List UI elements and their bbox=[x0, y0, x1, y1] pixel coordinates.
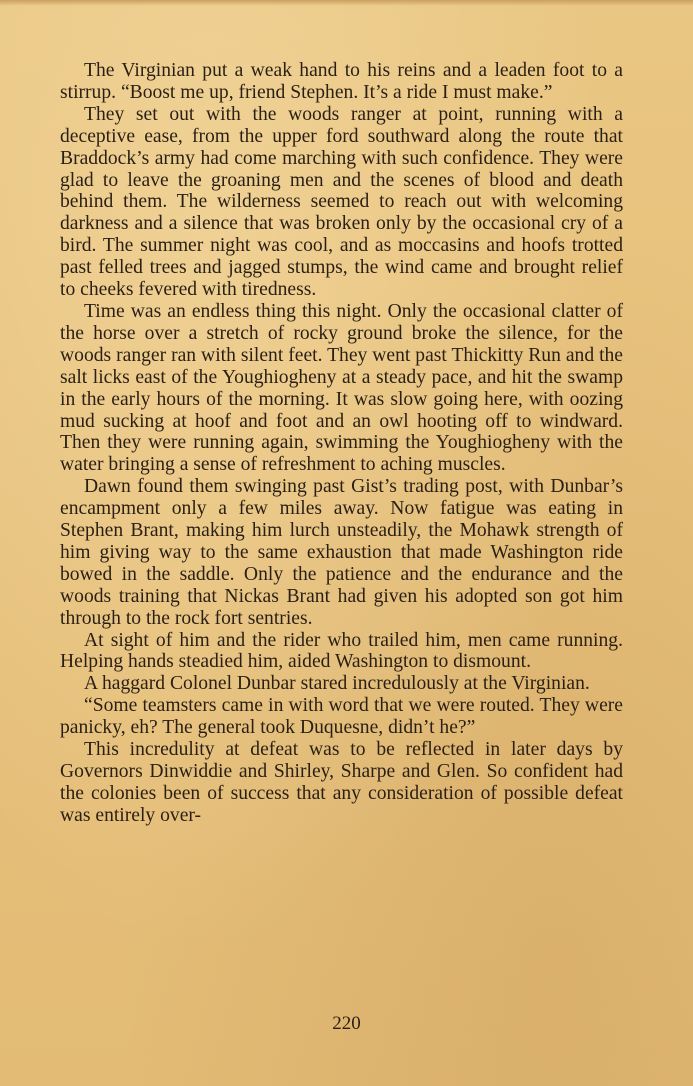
paragraph-2: They set out with the woods ranger at point, running with a deceptive ease, from the upper ford southward along the route that Braddock’s army had come marching with such confidence. They were glad to leave the groaning men and the scenes of blood and death behind them. The wilderness seemed to reach out with welcoming darkness and a silence that was broken only by the occasional cry of a bird. The summer night was cool, and as moccasins and hoofs trotted past felled trees and jagged stumps, the wind came and brought relief to cheeks fevered with tiredness. bbox=[60, 103, 623, 301]
paragraph-8: This incredulity at defeat was to be reflected in later days by Governors Dinwiddie and Shirley, Sharpe and Glen. So confident had the colonies been of success that any consideration of possible defeat was entirely over- bbox=[60, 739, 623, 826]
paragraph-6: A haggard Colonel Dunbar stared incredulously at the Virginian. bbox=[84, 673, 590, 695]
paragraph-4: Dawn found them swinging past Gist’s trading post, with Dunbar’s encampment only a few miles away. Now fatigue was eating in Stephen Brant, making him lurch unsteadily, the Mohawk strength of him giving way to the same exhaustion that made Washington ride bowed in the saddle. Only the patience and the endurance and the woods training that Nickas Brant had given his adopted son got him through to the rock fort sentries. bbox=[60, 476, 623, 629]
paragraph-5: At sight of him and the rider who trailed him, men came running. Helping hands steadied him, aided Washington to dismount. bbox=[60, 629, 623, 673]
page-top-edge bbox=[0, 0, 693, 6]
paragraph-7: “Some teamsters came in with word that we were routed. They were panicky, eh? The general took Duquesne, didn’t he?” bbox=[60, 695, 623, 739]
paragraph-1: The Virginian put a weak hand to his reins and a leaden foot to a stirrup. “Boost me up, friend Stephen. It’s a ride I must make.” bbox=[60, 60, 623, 103]
paragraph-3: Time was an endless thing this night. Only the occasional clatter of the horse over a stretch of rocky ground broke the silence, for the woods ranger ran with silent feet. They went past Thickitty Run and the salt licks east of the Youghiogheny at a steady pace, and hit the swamp in the early hours of the morning. It was slow going here, with oozing mud sucking at hoof and foot and an owl hooting off to windward. Then they were running again, swimming the Youghiogheny with the water bringing a sense of refreshment to aching muscles. bbox=[60, 300, 623, 476]
body-text bbox=[60, 60, 623, 827]
page-number: 220 bbox=[332, 1013, 361, 1034]
